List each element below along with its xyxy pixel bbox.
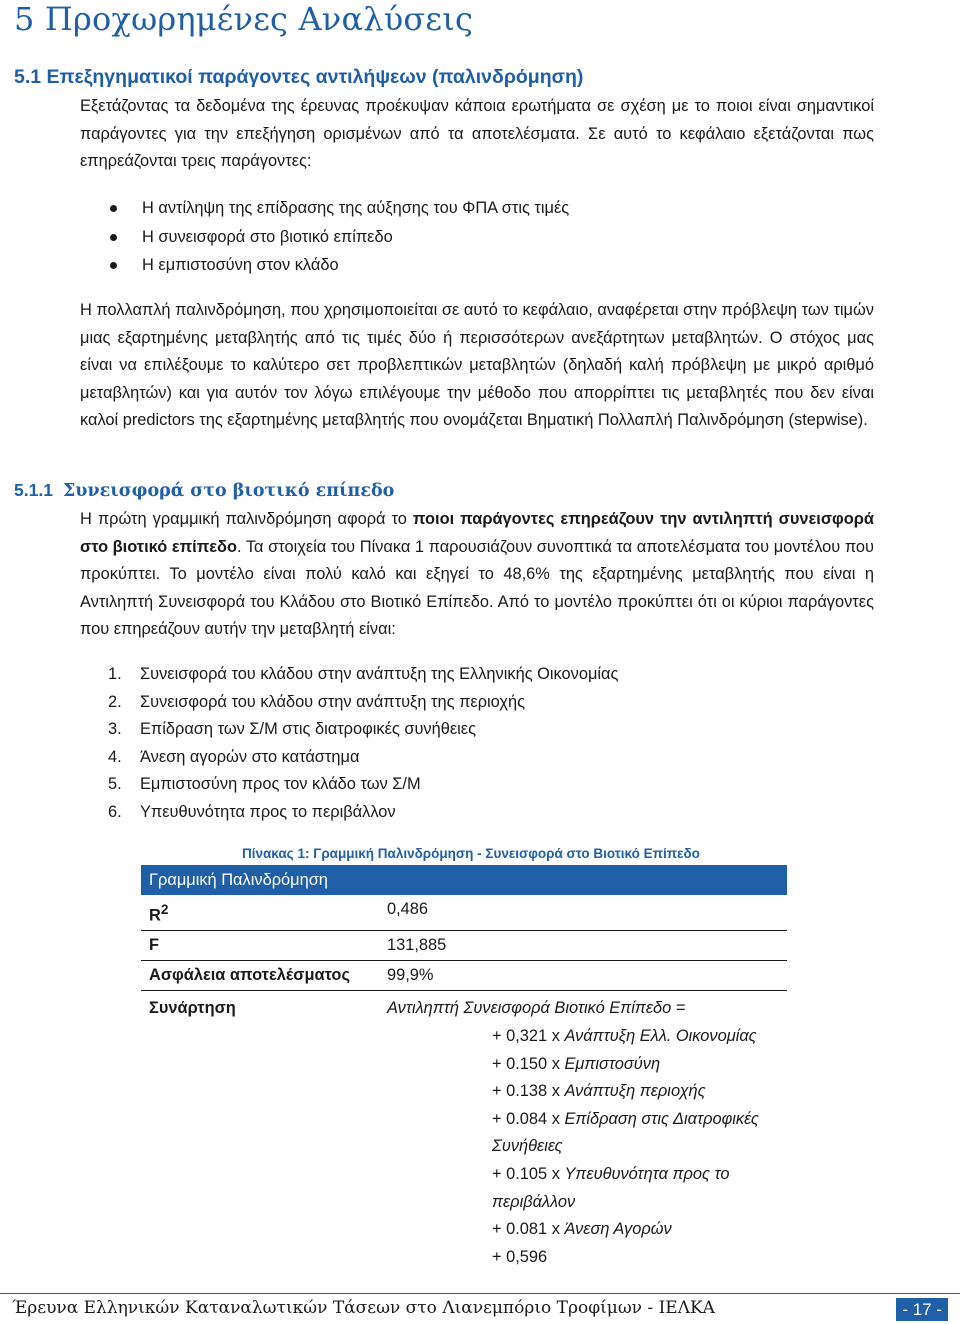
significance-value: 99,9% xyxy=(379,961,787,991)
r2-label: $R^2$ xyxy=(141,895,379,931)
equation-term: + 0.081 x Άνεση Αγορών xyxy=(492,1220,672,1239)
regression-method-paragraph: Η πολλαπλή παλινδρόμηση, που χρησιμοποιείται σε αυτό το κεφάλαιο, αναφέρεται στην πρόβλεψη των τιμών μιας εξαρτημένης μεταβλητής από τις τιμές δύο ή περισσότερων ανεξάρτητων μεταβλητών. Ο στόχος μας είναι να επιλέξουμε το καλύτερο σετ προβλεπτικών μεταβλητών (δηλαδή καλή πρόβλεψη με μικρό αριθμό μεταβλητών) και για αυτόν τον λόγω επιλέγουμε την μέθοδο που απορρίπτει τις μεταβλητές που δεν είναι καλοί predictors της εξαρτημένης μεταβλητής που ονομάζεται Βηματική Πολλαπλή Παλινδρόμηση (stepwise). xyxy=(80,301,874,430)
list-text: Συνεισφορά του κλάδου στην ανάπτυξη της περιοχής xyxy=(140,692,525,711)
list-number: 2. xyxy=(108,692,122,711)
equation-constant: + 0,596 xyxy=(492,1247,548,1266)
table-row xyxy=(141,991,787,1277)
subsection-number: 5.1.1 xyxy=(14,480,53,500)
equation-lhs: Αντιληπτή Συνεισφορά Βιοτικό Επίπεδο = xyxy=(387,999,686,1018)
results-text-end: . Τα στοιχεία του Πίνακα 1 παρουσιάζουν συνοπτικά τα αποτελέσματα του μοντέλου που προκύπτει. Το μοντέλο είναι πολύ καλό και εξηγεί το 48,6% της εξαρτημένης μεταβλητής που είναι η Αντιληπτή Συνεισφορά του Κλάδου στο Βιοτικό Επίπεδο. Από το μοντέλο προκύπτει ότι οι κύριοι παράγοντες που επηρεάζουν αυτήν την μεταβλητή είναι: xyxy=(80,537,874,639)
footer-divider xyxy=(0,1293,960,1294)
list-item xyxy=(108,771,618,799)
equation-term: + 0.138 x Ανάπτυξη περιοχής xyxy=(492,1082,706,1101)
list-item xyxy=(108,744,618,772)
list-text: Συνεισφορά του κλάδου στην ανάπτυξη της Ελληνικής Οικονομίας xyxy=(140,665,619,683)
subsection-title xyxy=(14,480,394,501)
list-text: Άνεση αγορών στο κατάστημα xyxy=(140,747,360,766)
equation-terms xyxy=(387,995,779,1271)
list-item xyxy=(108,661,618,689)
function-value xyxy=(379,991,787,1277)
table-row xyxy=(141,931,787,961)
list-number: 4. xyxy=(108,747,122,766)
chapter-title: 5 Προχωρημένες Αναλύσεις xyxy=(14,0,474,38)
results-text-start: Η πρώτη γραμμική παλινδρόμηση αφορά το xyxy=(80,510,413,528)
r2-superscript: 2 xyxy=(160,902,169,917)
bullet-item: Η εμπιστοσύνη στον κλάδο xyxy=(108,251,569,280)
subsection-label: Συνεισφορά στο βιοτικό επίπεδο xyxy=(62,481,395,501)
equation-term: + 0.084 x Επίδραση στις Διατροφικές Συνήθειες xyxy=(492,1109,759,1156)
equation-term: + 0.150 x Εμπιστοσύνη xyxy=(492,1054,661,1073)
list-number: 6. xyxy=(108,802,122,821)
page-number: - 17 - xyxy=(896,1298,948,1321)
function-label: Συνάρτηση xyxy=(149,999,236,1018)
results-text-bold: ποιοι παράγοντες επηρεάζουν την αντιληπτή συνεισφορά στο βιοτικό επίπεδο xyxy=(80,510,874,556)
bullet-item: Η αντίληψη της επίδρασης της αύξησης του ΦΠΑ στις τιμές xyxy=(108,194,569,223)
regression-table xyxy=(141,865,787,1277)
list-number: 1. xyxy=(108,665,122,683)
r2-value: 0,486 xyxy=(379,895,787,931)
bullet-item: Η συνεισφορά στο βιοτικό επίπεδο xyxy=(108,223,569,252)
equation-term: + 0.105 x Υπευθυνότητα προς το περιβάλλον xyxy=(492,1165,730,1211)
significance-label: Ασφάλεια αποτελέσματος xyxy=(141,961,379,991)
list-number: 5. xyxy=(108,775,122,794)
list-text: Επίδραση των Σ/Μ στις διατροφικές συνήθειες xyxy=(140,720,476,739)
table-header-row xyxy=(141,865,787,895)
table-header: Γραμμική Παλινδρόμηση xyxy=(141,865,787,895)
table-caption: Πίνακας 1: Γραμμική Παλινδρόμηση - Συνεισφορά στο Βιοτικό Επίπεδο xyxy=(242,846,700,861)
list-item xyxy=(108,716,618,744)
factors-numbered-list xyxy=(108,661,618,827)
list-text: Εμπιστοσύνη προς τον κλάδο των Σ/Μ xyxy=(140,775,421,794)
f-value: 131,885 xyxy=(379,931,787,961)
table-row xyxy=(141,895,787,931)
equation-term: + 0,321 x Ανάπτυξη Ελλ. Οικονομίας xyxy=(492,1027,757,1046)
table-row xyxy=(141,961,787,991)
list-item xyxy=(108,689,618,717)
footer-text: Έρευνα Ελληνικών Καταναλωτικών Τάσεων στο Λιανεμπόριο Τροφίμων - ΙΕΛΚΑ xyxy=(12,1298,715,1318)
intro-paragraph: Εξετάζοντας τα δεδομένα της έρευνας προέκυψαν κάποια ερωτήματα σε σχέση με το ποιοι είναι σημαντικοί παράγοντες για την επεξήγηση ορισμένων από τα αποτελέσματα. Σε αυτό το κεφάλαιο εξετάζονται πως επηρεάζονται τρεις παράγοντες: xyxy=(80,97,874,171)
list-number: 3. xyxy=(108,720,122,739)
list-item xyxy=(108,799,618,827)
section-title: 5.1 Επεξηγηματικοί παράγοντες αντιλήψεων (παλινδρόμηση) xyxy=(14,66,584,88)
f-label: F xyxy=(141,931,379,961)
list-text: Υπευθυνότητα προς το περιβάλλον xyxy=(140,802,396,821)
factor-bullet-list xyxy=(108,194,569,280)
results-paragraph xyxy=(80,506,874,644)
